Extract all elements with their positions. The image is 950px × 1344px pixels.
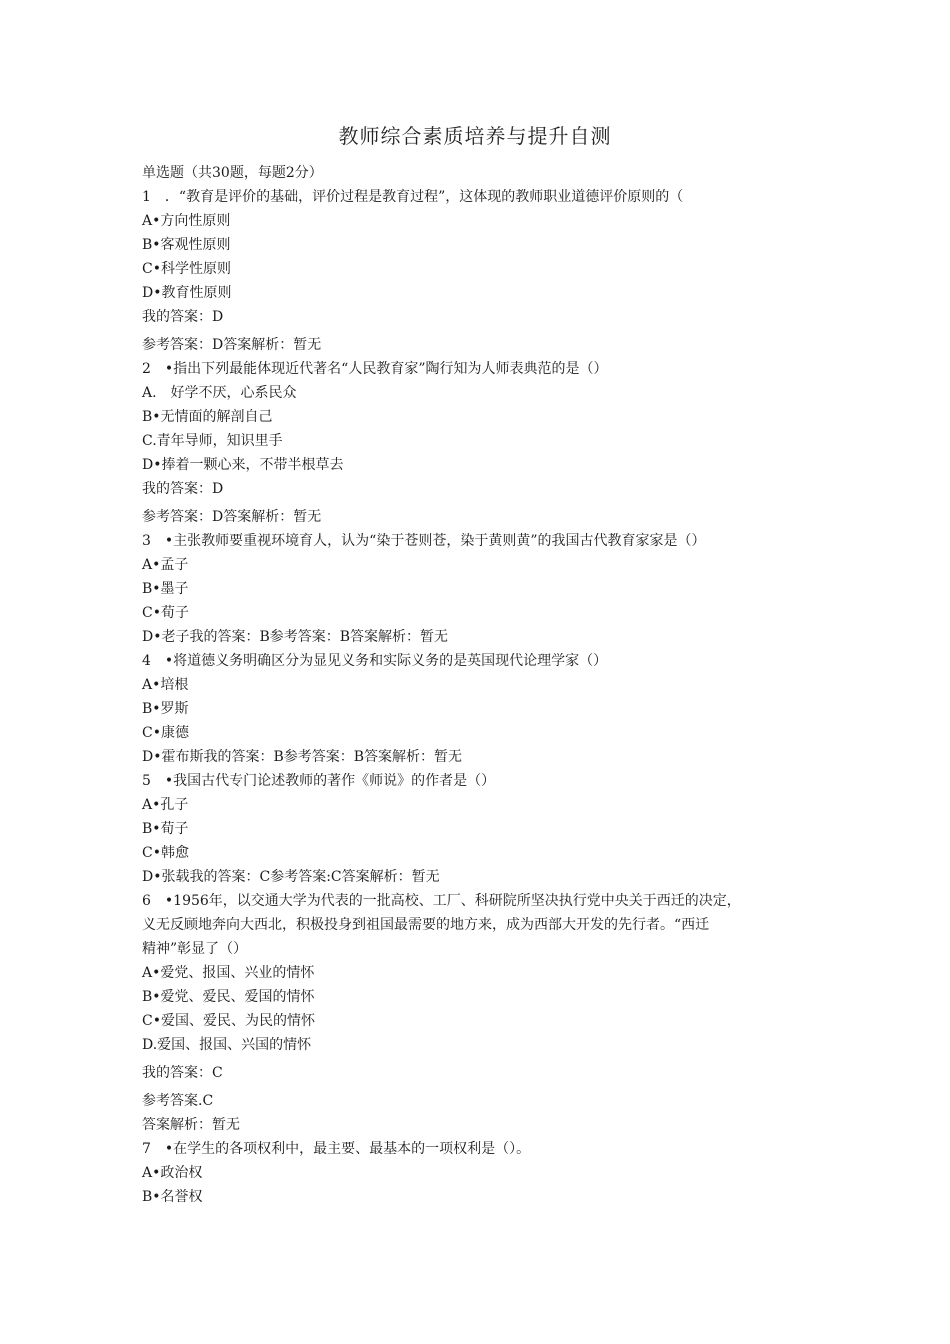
document-title: 教师综合素质培养与提升自测 bbox=[338, 124, 612, 148]
question-6-option-d: D.爱国、报国、兴国的情怀 bbox=[142, 1037, 312, 1053]
question-3-option-a: A•孟子 bbox=[142, 557, 189, 573]
question-6-stem-line-2: 义无反顾地奔向大西北，积极投身到祖国最需要的地方来，成为西部大开发的先行者。“西迁 bbox=[142, 917, 710, 933]
question-7-option-a: A•政治权 bbox=[142, 1165, 203, 1181]
question-5-option-b: B•荀子 bbox=[142, 821, 189, 837]
question-6-my-answer: 我的答案：C bbox=[142, 1065, 223, 1081]
question-1-stem: 1 ．“教育是评价的基础，评价过程是教育过程”，这体现的教师职业道德评价原则的（ bbox=[142, 189, 684, 205]
question-1-option-b: B•客观性原则 bbox=[142, 237, 231, 253]
question-2-option-c: C.青年导师，知识里手 bbox=[142, 433, 283, 449]
question-2-my-answer: 我的答案：D bbox=[142, 481, 224, 497]
question-6-reference: 参考答案.C bbox=[142, 1093, 214, 1109]
question-7-option-b: B•名誉权 bbox=[142, 1189, 203, 1205]
question-7-stem: 7 •在学生的各项权利中，最主要、最基本的一项权利是（）。 bbox=[142, 1141, 531, 1157]
question-1-my-answer: 我的答案：D bbox=[142, 309, 224, 325]
question-4-option-a: A•培根 bbox=[142, 677, 189, 693]
question-3-option-c: C•荀子 bbox=[142, 605, 189, 621]
question-4-option-d-answer: D•霍布斯我的答案：B参考答案：B答案解析：暂无 bbox=[142, 749, 463, 765]
question-4-option-b: B•罗斯 bbox=[142, 701, 189, 717]
question-2-option-a: A. 好学不厌，心系民众 bbox=[142, 385, 297, 401]
question-2-reference: 参考答案：D答案解析：暂无 bbox=[142, 509, 322, 525]
question-1-reference: 参考答案：D答案解析：暂无 bbox=[142, 337, 322, 353]
question-5-option-d-answer: D•张载我的答案：C参考答案:C答案解析：暂无 bbox=[142, 869, 440, 885]
question-4-stem: 4 •将道德义务明确区分为显见义务和实际义务的是英国现代论理学家（） bbox=[142, 653, 608, 669]
question-1-option-d: D•教育性原则 bbox=[142, 285, 232, 301]
question-3-option-b: B•墨子 bbox=[142, 581, 189, 597]
question-6-option-a: A•爱党、报国、兴业的情怀 bbox=[142, 965, 315, 981]
question-4-option-c: C•康德 bbox=[142, 725, 189, 741]
question-6-stem-line-3: 精神”彰显了（） bbox=[142, 941, 248, 957]
question-2-stem: 2 •指出下列最能体现近代著名“人民教育家”陶行知为人师表典范的是（） bbox=[142, 361, 608, 377]
question-6-option-c: C•爱国、爱民、为民的情怀 bbox=[142, 1013, 315, 1029]
question-1-option-c: C•科学性原则 bbox=[142, 261, 231, 277]
question-1-option-a: A•方向性原则 bbox=[142, 213, 231, 229]
question-2-option-d: D•捧着一颗心来，不带半根草去 bbox=[142, 457, 344, 473]
question-5-stem: 5 •我国古代专门论述教师的著作《师说》的作者是（） bbox=[142, 773, 496, 789]
question-6-analysis: 答案解析：暂无 bbox=[142, 1117, 240, 1133]
question-3-stem: 3 •主张教师要重视环境育人，认为“染于苍则苍，染于黄则黄”的我国古代教育家家是（） bbox=[142, 533, 706, 549]
question-6-option-b: B•爱党、爱民、爱国的情怀 bbox=[142, 989, 315, 1005]
question-3-option-d-answer: D•老子我的答案：B参考答案：B答案解析：暂无 bbox=[142, 629, 449, 645]
document-body bbox=[142, 161, 822, 1209]
question-2-option-b: B•无情面的解剖自己 bbox=[142, 409, 273, 425]
question-5-option-a: A•孔子 bbox=[142, 797, 189, 813]
question-6-stem-line-1: 6 •1956年，以交通大学为代表的一批高校、工厂、科研院所坚决执行党中央关于西迁的决定， bbox=[142, 893, 741, 909]
section-heading: 单选题（共30题，每题2分） bbox=[142, 165, 323, 181]
question-5-option-c: C•韩愈 bbox=[142, 845, 189, 861]
